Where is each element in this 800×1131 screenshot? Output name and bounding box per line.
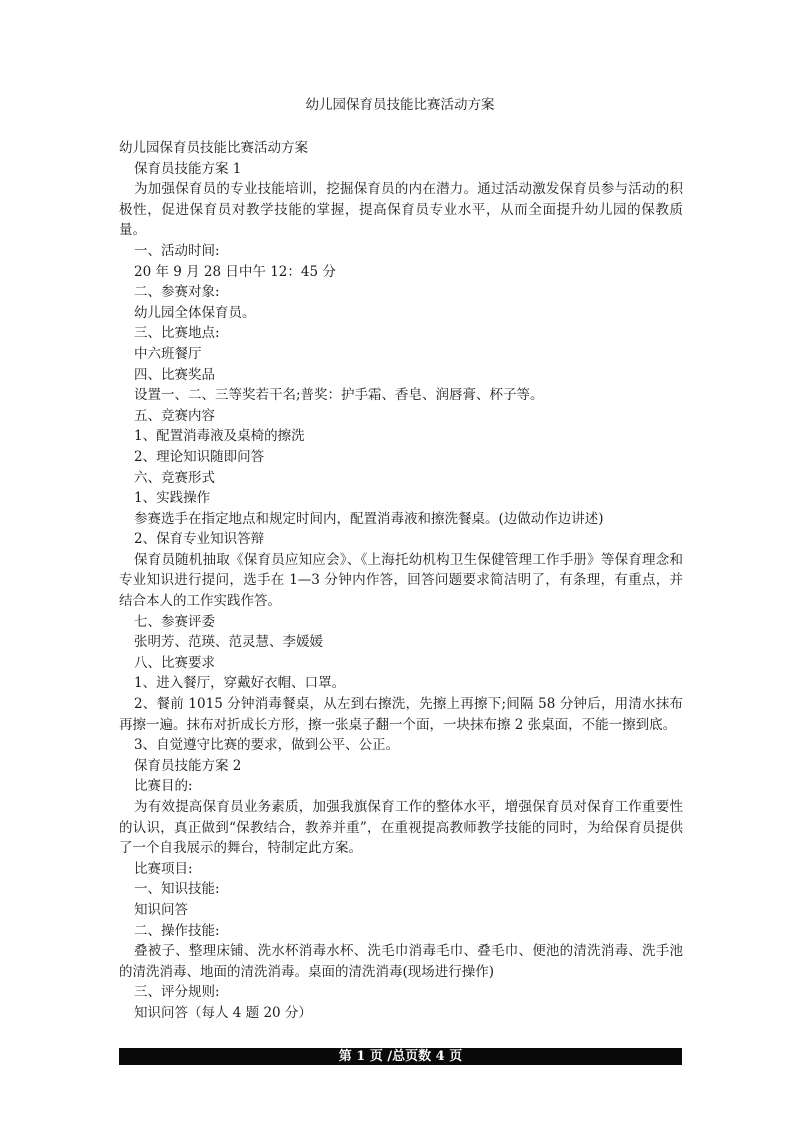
body-paragraph: 叠被子、整理床铺、洗水杯消毒水杯、洗毛巾消毒毛巾、叠毛巾、便池的清洗消毒、洗手池的清洗消毒、地面的清洗消毒。桌面的清洗消毒(现场进行操作) bbox=[119, 943, 683, 980]
body-paragraph: 四、比赛奖品 bbox=[134, 366, 215, 383]
body-paragraph: 二、操作技能: bbox=[134, 922, 220, 939]
body-paragraph: 比赛目的: bbox=[134, 778, 193, 795]
body-paragraph: 保育员随机抽取《保育员应知应会》、《上海托幼机构卫生保健管理工作手册》等保育理念和专业知识进行提问，选手在 1—3 分钟内作答，回答问题要求简洁明了，有条理，有重点，并结合本人的工作实践作答。 bbox=[119, 551, 683, 610]
body-paragraph: 20 年 9 月 28 日中午 12：45 分 bbox=[134, 263, 336, 280]
body-paragraph: 2、餐前 1015 分钟消毒餐桌，从左到右擦洗，先擦上再擦下;间隔 58 分钟后，用清水抹布再擦一遍。抹布对折成长方形，擦一张桌子翻一个面，一块抹布擦 2 张桌面，不能一擦到底。 bbox=[119, 696, 683, 733]
page-footer: 第 1 页 /总页数 4 页 bbox=[119, 1048, 682, 1065]
body-paragraph: 五、竞赛内容 bbox=[134, 407, 215, 424]
body-paragraph: 保育员技能方案 1 bbox=[134, 160, 242, 177]
body-paragraph: 1、进入餐厅，穿戴好衣帽、口罩。 bbox=[134, 675, 346, 692]
body-paragraph: 为有效提高保育员业务素质，加强我旗保育工作的整体水平，增强保育员对保育工作重要性的认识，真正做到“保教结合，教养并重”，在重视提高教师教学技能的同时，为给保育员提供了一个自我展示的舞台，特制定此方案。 bbox=[119, 799, 683, 857]
document-title: 幼儿园保育员技能比赛活动方案 bbox=[305, 97, 495, 113]
body-paragraph: 知识问答 bbox=[134, 901, 188, 918]
body-paragraph: 一、活动时间: bbox=[134, 242, 220, 259]
body-paragraph: 三、比赛地点: bbox=[134, 325, 220, 342]
body-paragraph: 六、竞赛形式 bbox=[134, 469, 215, 486]
body-paragraph: 中六班餐厅 bbox=[134, 345, 202, 362]
body-paragraph: 八、比赛要求 bbox=[134, 654, 215, 671]
body-paragraph: 二、参赛对象: bbox=[134, 284, 220, 301]
body-paragraph: 保育员技能方案 2 bbox=[134, 757, 242, 774]
body-paragraph: 设置一、二、三等奖若干名;普奖：护手霜、香皂、润唇膏、杯子等。 bbox=[134, 387, 544, 404]
body-paragraph: 3、自觉遵守比赛的要求，做到公平、公正。 bbox=[134, 737, 400, 754]
body-paragraph: 比赛项目: bbox=[134, 860, 193, 877]
body-paragraph: 三、评分规则: bbox=[134, 984, 220, 1001]
body-paragraph: 幼儿园保育员技能比赛活动方案 bbox=[119, 140, 308, 156]
body-paragraph: 2、理论知识随即问答 bbox=[134, 448, 265, 465]
body-paragraph: 张明芳、范瑛、范灵慧、李媛媛 bbox=[134, 634, 323, 651]
body-paragraph: 一、知识技能: bbox=[134, 881, 220, 898]
body-paragraph: 七、参赛评委 bbox=[134, 613, 215, 630]
body-paragraph: 幼儿园全体保育员。 bbox=[134, 304, 256, 321]
body-paragraph: 参赛选手在指定地点和规定时间内，配置消毒液和擦洗餐桌。(边做动作边讲述) bbox=[134, 510, 604, 527]
document-body bbox=[119, 138, 683, 1024]
body-paragraph: 1、配置消毒液及桌椅的擦洗 bbox=[134, 428, 305, 445]
body-paragraph: 2、保育专业知识答辩 bbox=[134, 531, 265, 548]
body-paragraph: 1、实践操作 bbox=[134, 490, 211, 507]
body-paragraph: 知识问答（每人 4 题 20 分） bbox=[134, 1004, 312, 1021]
body-paragraph: 为加强保育员的专业技能培训，挖掘保育员的内在潜力。通过活动激发保育员参与活动的积极性，促进保育员对教学技能的掌握，提高保育员专业水平，从而全面提升幼儿园的保教质量。 bbox=[119, 181, 683, 239]
